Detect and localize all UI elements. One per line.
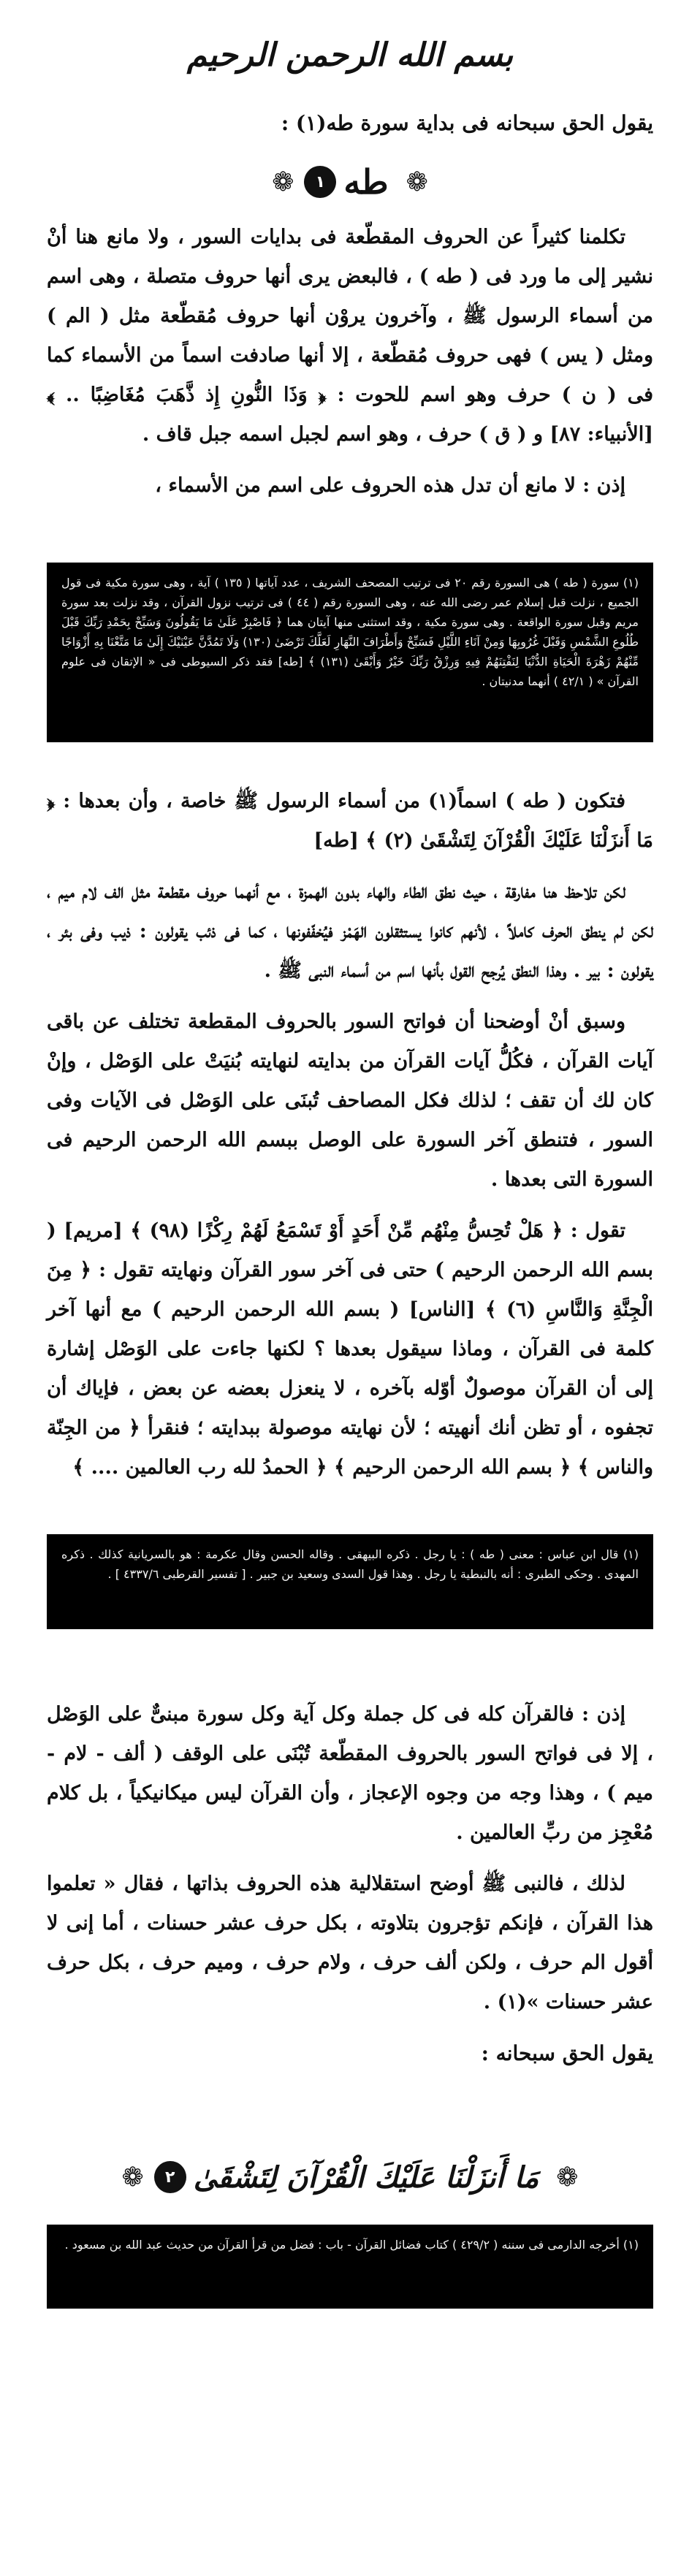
verse-number-badge: ٢ bbox=[154, 2161, 186, 2193]
basmala-heading bbox=[0, 15, 700, 95]
page-1 bbox=[0, 0, 700, 745]
footnote-box bbox=[47, 563, 653, 742]
closing-intro: يقول الحق سبحانه : bbox=[481, 2041, 653, 2065]
paragraph: إذن : لا مانع أن تدل هذه الحروف على اسم من الأسماء ، bbox=[155, 474, 625, 497]
verse-heading-text: مَا أَنزَلْنَا عَلَيْكَ الْقُرْآنَ لِتَشْقَىٰ bbox=[193, 2160, 539, 2195]
intro-block bbox=[47, 104, 653, 143]
heading-word: طه bbox=[343, 162, 389, 202]
footnote-box bbox=[47, 1534, 653, 1629]
paragraph: وسبق أنْ أوضحنا أن فواتح السور بالحروف المقطعة تختلف عن باقى آيات القرآن ، فكُلُّ آيات القرآن من بدايته لنهايته بُنيَتْ على الوَصْل ، وإنْ كان لك أن تقف ؛ لذلك فكل المصاحف تُبنَى على الوَصْل فى الآيات وفى السور ، فتنطق آخر السورة على الوصل ببسم الله الرحمن الرحيم فى السورة التى بعدها . bbox=[47, 1010, 653, 1191]
ornament-right-icon: ❁ bbox=[272, 167, 294, 197]
footnote-box bbox=[47, 2225, 653, 2309]
paragraph: تقول : ﴿ هَلْ تُحِسُّ مِنْهُم مِّنْ أَحَدٍ أَوْ تَسْمَعُ لَهُمْ رِكْزًا (٩٨) ﴾ [مريم] ( بسم الله الرحمن الرحيم ) حتى فى آخر سور القرآن ونهايته تقول : ﴿ مِنَ الْجِنَّةِ وَالنَّاسِ (٦) ﴾ [الناس] ( بسم الله الرحمن الرحيم ) مع أنها آخر كلمة فى القرآن ، وماذا سيقول بعدها ؟ لكنها جاءت على الوَصْل إشارة إلى أن القرآن موصولٌ أوّله بآخره ، لا ينعزل بعضه عن بعض ، فإياك أن تجفوه ، أو تظن أنك أنهيته ؛ لأن نهايته موصولة ببدايته ؛ فنقرأ ﴿ من الجِنّة والناس ﴾ ﴿ بسم الله الرحمن الرحيم ﴾ ﴿ الحمدُ لله رب العالمين .... ﴾ bbox=[47, 1219, 653, 1479]
footnote-text: (١) قال ابن عباس : معنى ( طه ) : يا رجل . ذكره البيهقى . وقاله الحسن وقال عكرمة : هو بالسريانية كذلك . ذكره المهدى . وحكى الطبرى : أنه بالنبطية يا رجل . وهذا قول السدى وسعيد بن جبير . [ تفسير القرطبى ٤٣٣٧/٦ ] . bbox=[61, 1547, 639, 1581]
paragraph: فتكون ( طه ) اسماً(١) من أسماء الرسول ﷺ خاصة ، وأن بعدها : ﴿ مَا أَنزَلْنَا عَلَيْكَ الْقُرْآنَ لِتَشْقَىٰ (٢) ﴾ [طه] bbox=[47, 790, 653, 852]
page-3 bbox=[0, 1680, 700, 2557]
page1-body bbox=[47, 218, 653, 517]
page-2 bbox=[0, 767, 700, 1680]
paragraph: تكلمنا كثيراً عن الحروف المقطّعة فى بدايات السور ، ولا مانع هنا أنْ نشير إلى ما ورد فى ( طه ) ، فالبعض يرى أنها حروف متصلة ، وهى اسم من أسماء الرسول ﷺ ، وآخرون يروْن أنها حروف مُقطّعة مثل ( الم ) ومثل ( يس ) فهى حروف مُقطّعة ، إلا أنها صادفت اسماً من الأسماء كما فى ( ن ) حرف وهو اسم للحوت : ﴿ وَذَا النُّونِ إِذ ذَّهَبَ مُغَاضِبًا .. ﴾ [الأنبياء: ٨٧] و ( ق ) حرف ، وهو اسم لجبل اسمه جبل قاف . bbox=[47, 226, 653, 446]
paragraph: لكن تلاحظ هنا مفارقة ، حيث نطق الطاء والهاء بدون الهمزة ، مع أنهما حروف مقطعة مثل الف لام ميم ، لكن لم ينطق الحرف كاملاً ، لأنهم كانوا يستثقلون الهَمْز فيُخفّفونها ، كما فى ذئب يقولون : ذيب وفى بئر ، يقولون : بير . وهذا النطق يُرجح القول بأنها اسم من أسماء النبى ﷺ . bbox=[47, 880, 654, 982]
basmala-text: بسم الله الرحمن الرحيم bbox=[186, 36, 514, 74]
surah-heading bbox=[0, 156, 700, 207]
ornament-left-icon: ❁ bbox=[406, 167, 428, 197]
paragraph: لذلك ، فالنبى ﷺ أوضح استقلالية هذه الحروف بذاتها ، فقال « تعلموا هذا القرآن ، فإنكم تؤجرون بتلاوته ، بكل حرف عشر حسنات ، أما إنى لا أقول الم حرف ، ولكن ألف حرف ، ولام حرف ، وميم حرف ، بكل حرف عشر حسنات »(١) . bbox=[47, 1872, 653, 2013]
footnote-text: (١) سورة ( طه ) هى السورة رقم ٢٠ فى ترتيب المصحف الشريف ، عدد آياتها ( ١٣٥ ) آية ، وهى سورة مكية فى قول الجميع ، نزلت قبل إسلام عمر رضى الله عنه ، وهى السورة رقم ( ٤٤ ) فى ترتيب نزول القرآن ، وقد نزلت بعد سورة مريم وقبل سورة الواقعة . وهى سورة مكية ، وقد استثنى منها آيتان هما ﴿ فَاصْبِرْ عَلَىٰ مَا يَقُولُونَ وَسَبِّحْ بِحَمْدِ رَبِّكَ قَبْلَ طُلُوعِ الشَّمْسِ وَقَبْلَ غُرُوبِهَا وَمِنْ آنَاءِ اللَّيْلِ فَسَبِّحْ وَأَطْرَافَ النَّهَارِ لَعَلَّكَ تَرْضَىٰ (١٣٠) وَلَا تَمُدَّنَّ عَيْنَيْكَ إِلَىٰ مَا مَتَّعْنَا بِهِ أَزْوَاجًا مِّنْهُمْ زَهْرَةَ الْحَيَاةِ الدُّنْيَا لِنَفْتِنَهُمْ فِيهِ وَرِزْقُ رَبِّكَ خَيْرٌ وَأَبْقَىٰ (١٣١) ﴾ [طه] فقد ذكر السيوطى فى « الإتقان فى علوم القرآن » ( ٤٢/١ ) أنهما مدنيتان . bbox=[61, 576, 639, 688]
page2-body bbox=[47, 782, 653, 1499]
page3-body bbox=[47, 1695, 653, 2073]
ornament-left-icon: ❁ bbox=[556, 2162, 579, 2192]
verse-heading bbox=[0, 2148, 700, 2206]
verse-number-badge: ١ bbox=[304, 166, 336, 198]
intro-line: يقول الحق سبحانه فى بداية سورة طه(١) : bbox=[281, 111, 653, 135]
footnote-text: (١) أخرجه الدارمى فى سننه ( ٤٢٩/٢ ) كتاب فضائل القرآن - باب : فضل من قرأ القرآن من حديث عبد الله بن مسعود . bbox=[64, 2238, 639, 2252]
ornament-right-icon: ❁ bbox=[121, 2162, 144, 2192]
paragraph: إذن : فالقرآن كله فى كل جملة وكل آية وكل سورة مبنىٌّ على الوَصْل ، إلا فى فواتح السور بالحروف المقطّعة تُبْنَى على الوقف ( ألف - لام - ميم ) ، وهذا وجه من وجوه الإعجاز ، وأن القرآن ليس ميكانيكياً ، بل كلام مُعْجِز من ربِّ العالمين . bbox=[47, 1703, 653, 1844]
